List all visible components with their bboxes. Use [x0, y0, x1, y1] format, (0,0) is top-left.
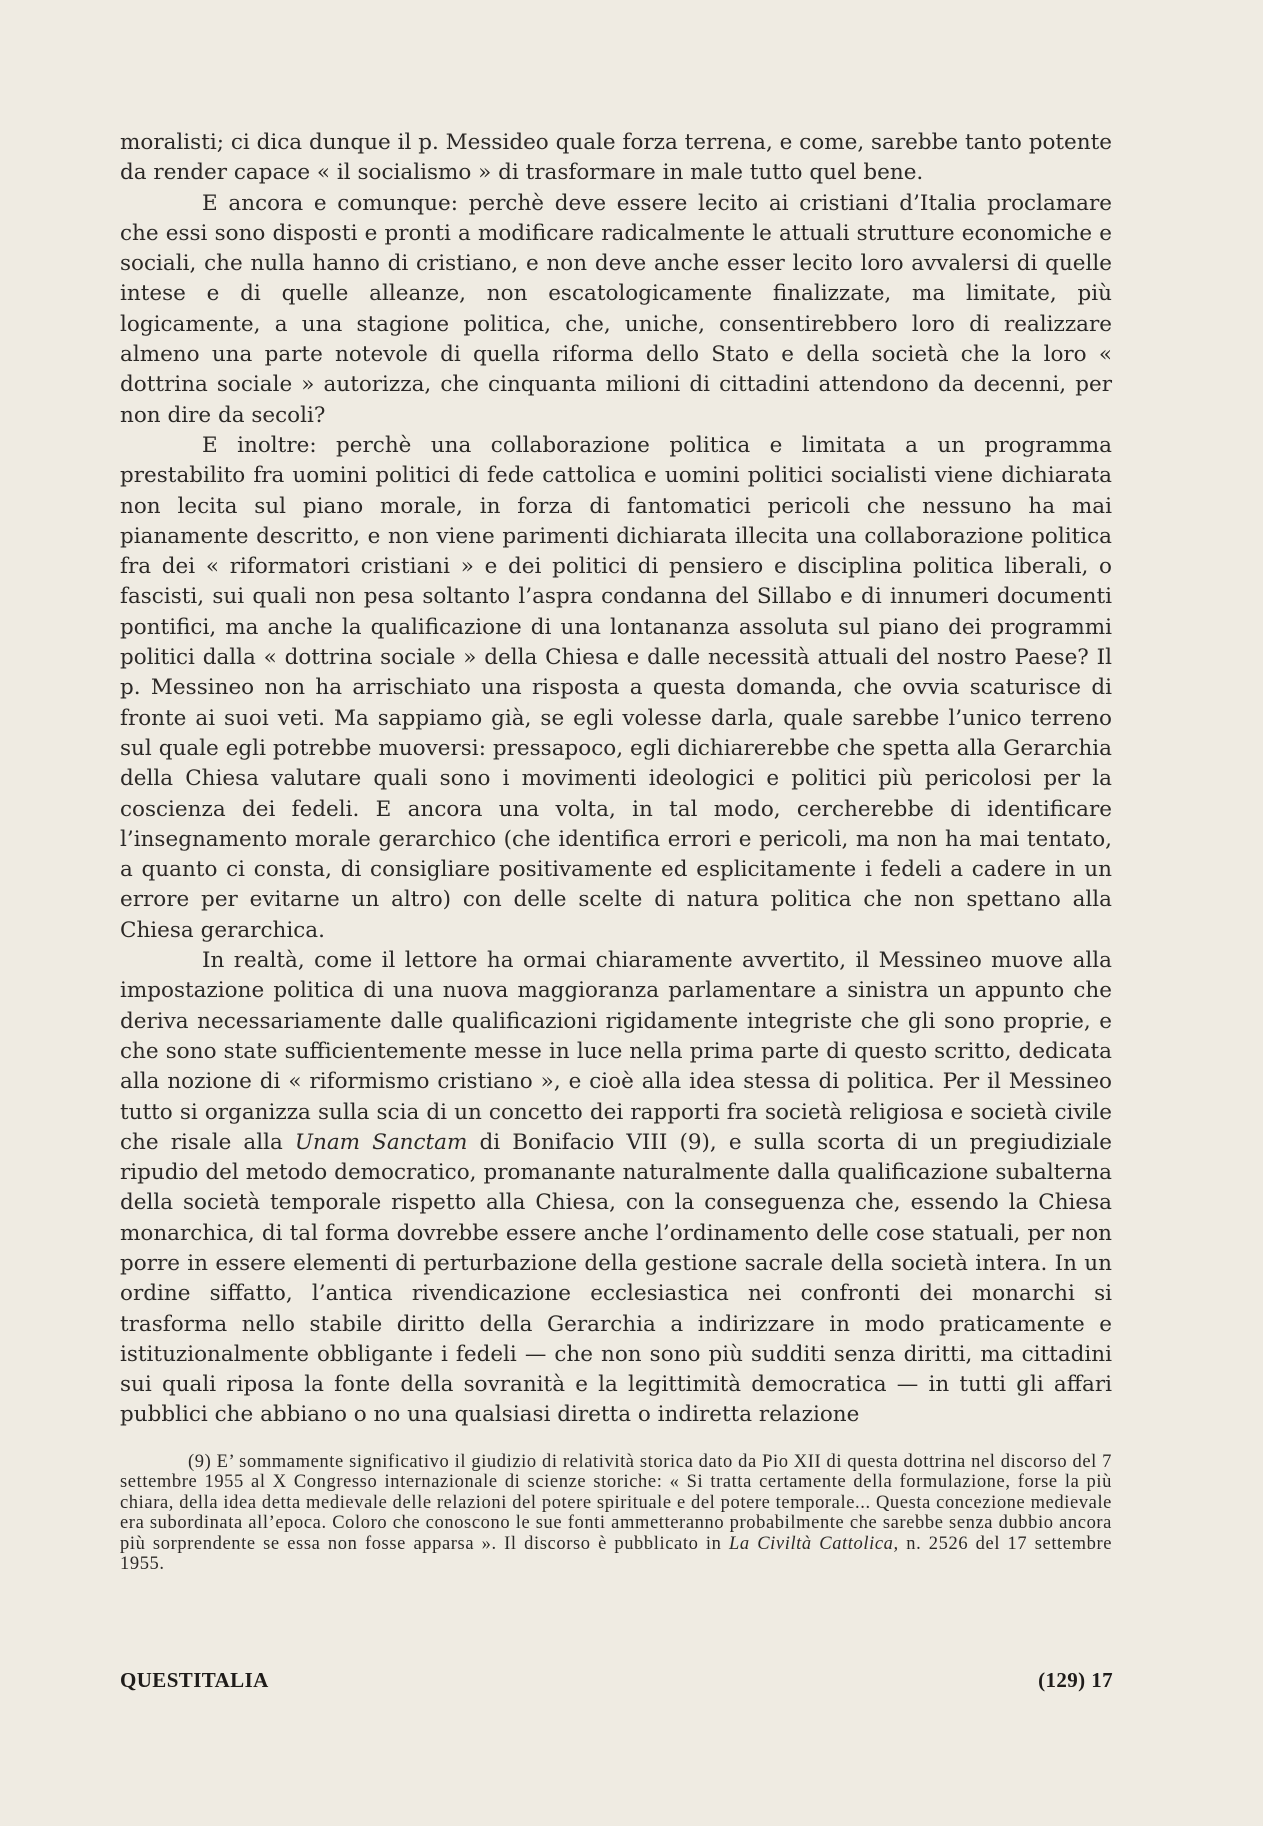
article-body	[120, 128, 1112, 1431]
paragraph-4	[120, 946, 1112, 1431]
footnote-9	[120, 1452, 1112, 1574]
footnote-part-a: (9) E’ sommamente significativo il giudizio di relatività storica dato da Pio XII di questa dottrina nel discorso del 7 settembre 1955 al X Congresso internazionale di scienze storiche: « Si tratta certamente della formulazione, forse la più chiara, della idea detta medievale delle relazioni del potere spirituale e del potere temporale... Questa concezione medievale era subordinata all’epoca. Coloro che conoscono le sue fonti ammetteranno probabilmente che sarebbe senza dubbio ancora più sorprendente se essa non fosse apparsa ». Il discorso è pubblicato in	[120, 1452, 1112, 1554]
paragraph-3: E inoltre: perchè una collaborazione politica e limitata a un programma prestabilito fra uomini politici di fede cattolica e uomini politici socialisti viene dichiarata non lecita sul piano morale, in forza di fantomatici pericoli che nessuno ha mai pianamente descritto, e non viene parimenti dichiarata illecita una collaborazione politica fra dei « riformatori cristiani » e dei politici di pensiero e disciplina politica liberali, o fascisti, sui quali non pesa soltanto l’aspra condanna del Sillabo e di innumeri documenti pontifici, ma anche la qualificazione di una lontananza assoluta sul piano dei programmi politici dalla « dottrina sociale » della Chiesa e dalle necessità attuali del nostro Paese? Il p. Messineo non ha arrischiato una risposta a questa domanda, che ovvia scaturisce di fronte ai suoi veti. Ma sappiamo già, se egli volesse darla, quale sarebbe l’unico terreno sul quale egli potrebbe muoversi: pressapoco, egli dichiarerebbe che spetta alla Gerarchia della Chiesa valutare quali sono i movimenti ideologici e politici più pericolosi per la coscienza dei fedeli. E ancora una volta, in tal modo, cercherebbe di identificare l’insegnamento morale gerarchico (che identifica errori e pericoli, ma non ha mai tentato, a quanto ci consta, di consigliare positivamente ed esplicitamente i fedeli a cadere in un errore per evitarne un altro) con delle scelte di natura politica che non spettano alla Chiesa gerarchica.	[120, 432, 1112, 943]
footnote-text	[120, 1452, 1112, 1574]
unam-sanctam-title: Unam Sanctam	[294, 1129, 468, 1155]
footnote-part-b: n. 2526 del 17 settembre 1955.	[120, 1533, 1113, 1575]
paragraph-4-part-a: In realtà, come il lettore ha ormai chiaramente avvertito, il Messineo muove alla impostazione politica di una nuova maggioranza parlamentare a sinistra un appunto che deriva necessariamente dalle qualificazioni rigidamente integriste che gli sono proprie, e che sono state sufficientemente messe in luce nella prima parte di questo scritto, dedicata alla nozione di « riformismo cristiano », e cioè alla idea stessa di politica. Per il Messineo tutto si organizza sulla scia di un concetto dei rapporti fra società religiosa e società civile che risale alla	[120, 948, 1112, 1155]
journal-name: QUESTITALIA	[120, 1668, 269, 1692]
civilta-cattolica-title: La Civiltà Cattolica,	[729, 1533, 899, 1554]
paragraph-1: moralisti; ci dica dunque il p. Messideo quale forza terrena, e come, sarebbe tanto potente da render capace « il socialismo » di trasformare in male tutto quel bene.	[120, 130, 1112, 186]
paragraph-4-part-b: di Bonifacio VIII (9), e sulla scorta di un pregiudiziale ripudio del metodo democratico, promanante naturalmente dalla qualificazione subalterna della società temporale rispetto alla Chiesa, con la conseguenza che, essendo la Chiesa monarchica, di tal forma dovrebbe essere anche l’ordinamento delle cose statuali, per non porre in essere elementi di perturbazione della gestione sacrale della società intera. In un ordine siffatto, l’antica rivendicazione ecclesiastica nei confronti dei monarchi si trasforma nello stabile diritto della Gerarchia a indirizzare in modo praticamente e istituzionalmente obbligante i fedeli — che non sono più sudditi senza diritti, ma cittadini sui quali riposa la fonte della sovranità e la legittimità democratica — in tutti gli affari pubblici che abbiano o no una qualsiasi diretta o indiretta relazione	[120, 1129, 1113, 1428]
paragraph-2: E ancora e comunque: perchè deve essere lecito ai cristiani d’Italia proclamare che essi sono disposti e pronti a modificare radicalmente le attuali strutture economiche e sociali, che nulla hanno di cristiano, e non deve anche esser lecito loro avvalersi di quelle intese e di quelle alleanze, non escatologicamente finalizzate, ma limitate, più logicamente, a una stagione politica, che, uniche, consentirebbero loro di realizzare almeno una parte notevole di quella riforma dello Stato e della società che la loro « dottrina sociale » autorizza, che cinquanta milioni di cittadini attendono da decenni, per non dire da secoli?	[120, 190, 1112, 428]
page-number: (129) 17	[1038, 1668, 1113, 1692]
